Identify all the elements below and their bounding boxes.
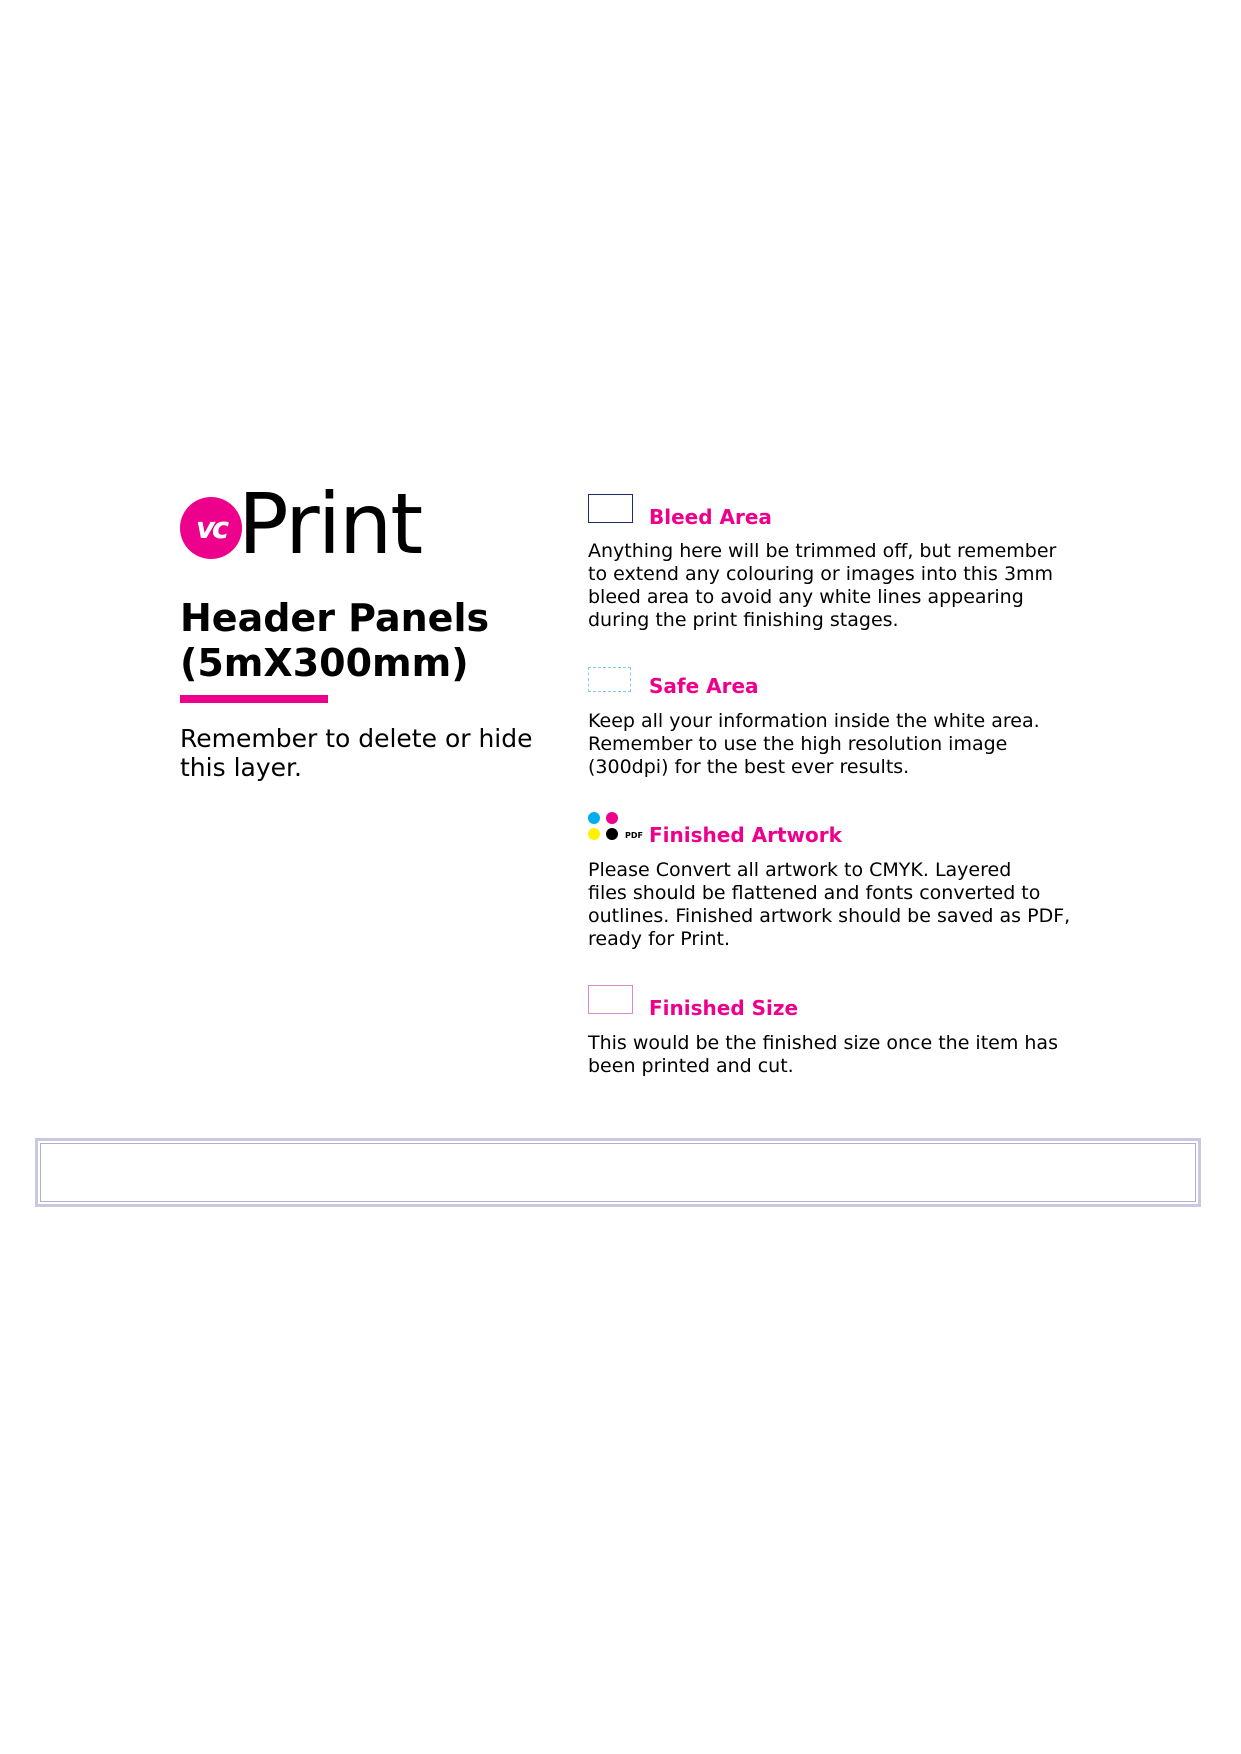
finished-size-description: This would be the finished size once the item has been printed and cut. (588, 1032, 1058, 1077)
vcprint-logo (180, 475, 440, 573)
safe-area-description: Keep all your information inside the white area. Remember to use the high resolution image (300dpi) for the best ever results. (588, 710, 1040, 778)
magenta-dot-icon (606, 812, 618, 824)
finished-artwork-description: Please Convert all artwork to CMYK. Layered files should be flattened and fonts converted to outlines. Finished artwork should be saved as PDF, ready for Print. (588, 859, 1071, 950)
safe-area-dashed-box-icon (588, 667, 631, 692)
bleed-box-icon (588, 494, 633, 523)
bleed-area-heading: Bleed Area (649, 505, 772, 529)
vc-badge-icon: vc (180, 497, 242, 559)
bleed-area-description: Anything here will be trimmed off, but remember to extend any colouring or images into this 3mm bleed area to avoid any white lines appearing during the print finishing stages. (588, 540, 1057, 631)
title-line-1: Header Panels (180, 596, 490, 640)
finished-artwork-heading: Finished Artwork (649, 823, 842, 847)
artboard-trim-line (40, 1143, 1196, 1202)
pdf-label: PDF (625, 831, 643, 840)
reminder-text: Remember to delete or hide this layer. (180, 724, 533, 782)
logo-wordmark: Print (238, 475, 422, 573)
cyan-dot-icon (588, 812, 600, 824)
black-dot-icon (606, 828, 618, 840)
cmyk-pdf-icon (588, 812, 644, 844)
title-line-2: (5mX300mm) (180, 641, 469, 685)
page-title (180, 596, 560, 686)
safe-area-heading: Safe Area (649, 674, 759, 698)
yellow-dot-icon (588, 828, 600, 840)
title-underline (180, 695, 328, 703)
finished-size-heading: Finished Size (649, 996, 799, 1020)
finished-size-box-icon (588, 985, 633, 1014)
artboard-frame (35, 1138, 1201, 1207)
